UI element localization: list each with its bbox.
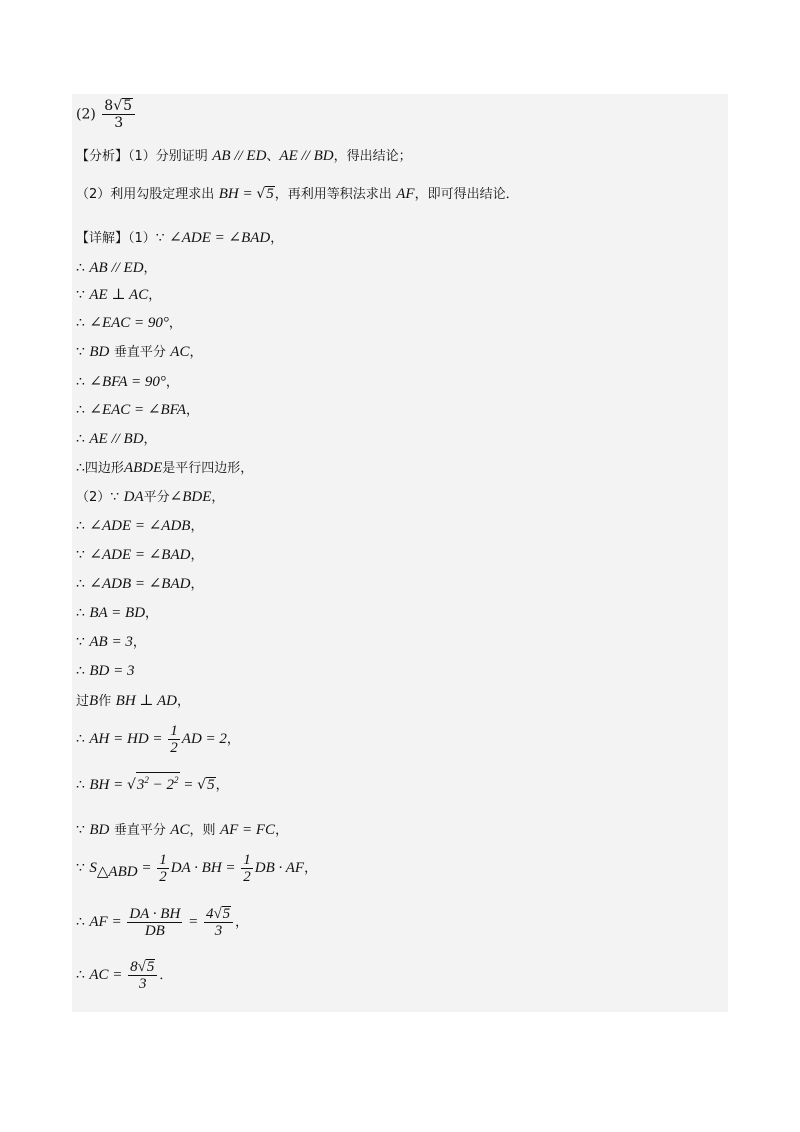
detail-line-22: ∴ AF = $\frac{DA \cdot BH}{DB}$ = $\frac{4√5}{3}$ ， <box>76 905 249 939</box>
detail-line-1: 【详解】（1）∵ ∠ADE = ∠BAD， <box>76 230 284 246</box>
detail-line-10: （2）∵ DA平分∠BDE， <box>76 489 225 505</box>
detail-line-15: ∵ AB = 3， <box>76 634 146 650</box>
detail-line-16: ∴ BD = 3 <box>76 663 135 679</box>
answer-fraction: $\frac{8√5}{3}$ <box>102 98 135 131</box>
detail-line-18: ∴ AH = HD = $\frac{1}{2}$ AD = 2， <box>76 722 240 756</box>
detail-line-21: ∵ $S_{\triangle ABD}$ = $\frac{1}{2}$ DA · BH = $\frac{1}{2}$ DB · AF， <box>76 851 318 885</box>
analysis-line-2: （2）利用勾股定理求出 BH = √5，再利用等积法求出 AF，即可得出结论． <box>76 186 519 202</box>
fraction-af: $\frac{DA \cdot BH}{DB}$ <box>129 905 181 939</box>
answer-part2: (2) $\frac{8√5}{3}$ <box>76 98 137 131</box>
detail-line-5: ∵ BD 垂直平分 AC， <box>76 344 203 360</box>
detail-line-14: ∴ BA = BD， <box>76 605 159 621</box>
detail-line-17: 过B作 BH ⊥ AD， <box>76 693 190 709</box>
detail-line-9: ∴四边形ABDE是平行四边形， <box>76 460 254 476</box>
detail-line-23: ∴ AC = $\frac{8√5}{3}$ ． <box>76 958 173 992</box>
fraction-half-1: $\frac{1}{2}$ <box>159 851 167 885</box>
detail-line-20: ∵ BD 垂直平分 AC，则 AF = FC， <box>76 822 289 838</box>
detail-line-3: ∵ AE ⊥ AC， <box>76 287 162 303</box>
fraction-4sqrt5: $\frac{4√5}{3}$ <box>204 906 233 939</box>
detail-line-6: ∴ ∠BFA = 90°， <box>76 374 179 390</box>
detail-line-4: ∴ ∠EAC = 90°， <box>76 315 182 331</box>
fraction-half-2: $\frac{1}{2}$ <box>243 851 251 885</box>
detail-line-13: ∴ ∠ADB = ∠BAD， <box>76 576 204 592</box>
detail-line-19: ∴ BH = $√3^2 - 2^2 = √5$， <box>76 772 229 796</box>
detail-line-7: ∴ ∠EAC = ∠BFA， <box>76 402 200 418</box>
detail-tag: 【详解】 <box>76 231 129 246</box>
detail-line-2: ∴ AB // ED， <box>76 260 157 276</box>
detail-line-8: ∴ AE // BD， <box>76 431 157 447</box>
analysis-line-1: 【分析】（1）分别证明 AB // ED、AE // BD，得出结论； <box>76 148 412 164</box>
fraction-8sqrt5: $\frac{8√5}{3}$ <box>128 959 157 992</box>
analysis-tag: 【分析】 <box>76 149 129 164</box>
detail-line-11: ∴ ∠ADE = ∠ADB， <box>76 518 204 534</box>
fraction-half: $\frac{1}{2}$ <box>170 722 178 756</box>
detail-line-12: ∵ ∠ADE = ∠BAD， <box>76 547 204 563</box>
